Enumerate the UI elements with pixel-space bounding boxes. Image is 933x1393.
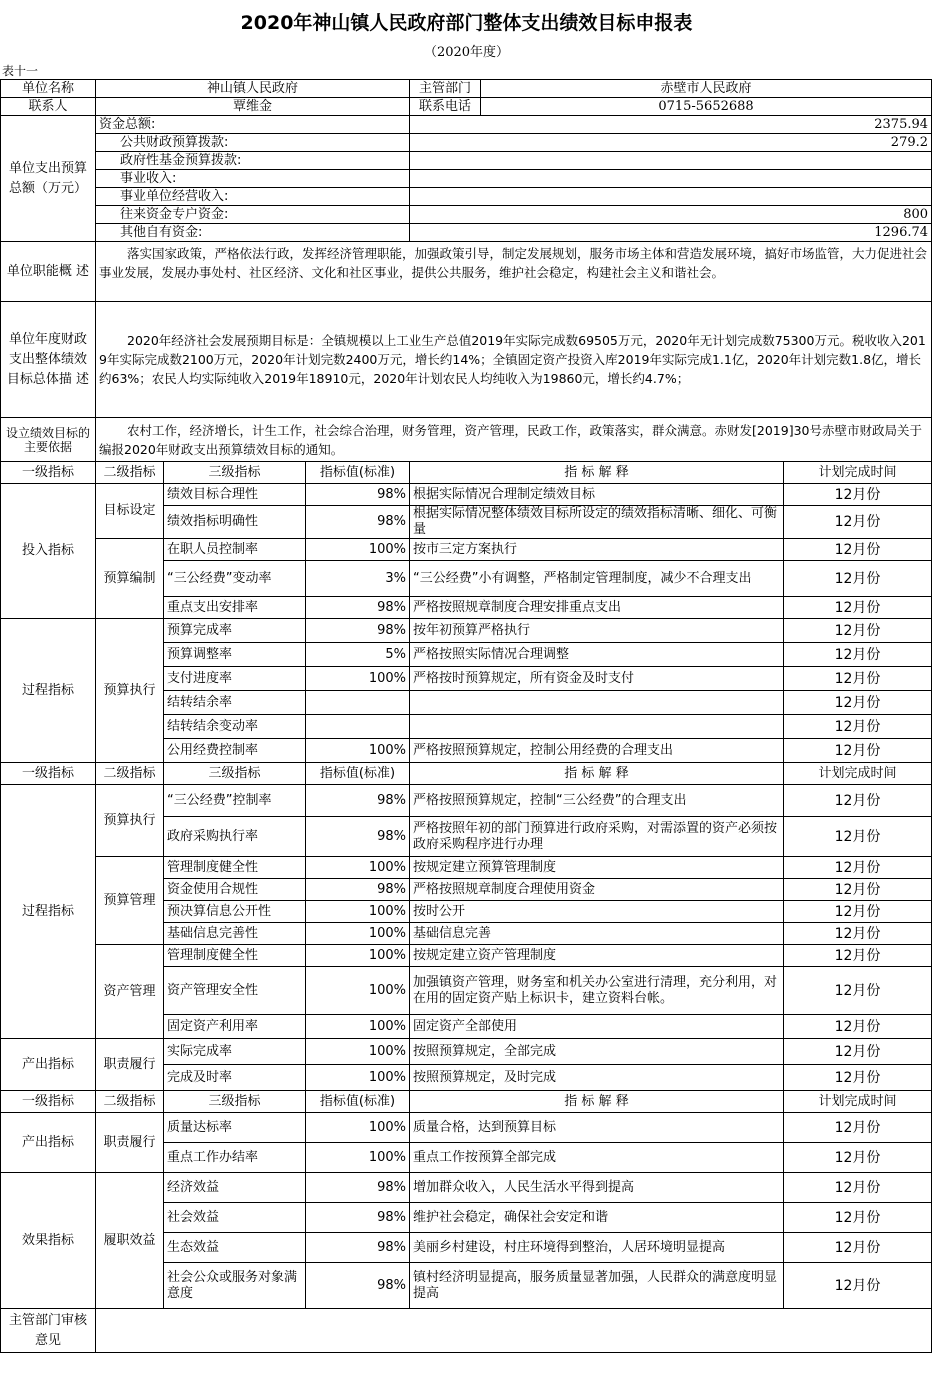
page-subtitle: （2020年度） xyxy=(423,45,510,60)
level3-indicator: 实际完成率 xyxy=(164,1039,306,1065)
level3-indicator: 公用经费控制率 xyxy=(164,739,306,763)
indicator-value: 100% xyxy=(306,1039,410,1065)
col-header-time: 计划完成时间 xyxy=(784,462,932,484)
indicator-explanation: 严格按时预算规定，所有资金及时支付 xyxy=(410,667,784,691)
level3-indicator: 预算完成率 xyxy=(164,619,306,643)
level2-indicator: 预算执行 xyxy=(96,785,164,857)
level3-indicator: 基础信息完善性 xyxy=(164,923,306,945)
table-number: 表十一 xyxy=(2,64,39,78)
col-header-explain: 指 标 解 释 xyxy=(410,1091,784,1113)
planned-completion-time: 12月份 xyxy=(784,715,932,739)
indicator-value: 98% xyxy=(306,817,410,857)
indicator-explanation: 按市三定方案执行 xyxy=(410,539,784,561)
indicator-explanation: 维护社会稳定，确保社会安定和谐 xyxy=(410,1203,784,1233)
planned-completion-time: 12月份 xyxy=(784,945,932,967)
budget-item-value: 2375.94 xyxy=(410,116,932,134)
level2-indicator: 预算执行 xyxy=(96,619,164,763)
level2-indicator: 履职效益 xyxy=(96,1173,164,1309)
indicator-explanation: 严格按照实际情况合理调整 xyxy=(410,643,784,667)
goal-label: 单位年度财政支出整体绩效目标总体描 述 xyxy=(1,302,96,418)
level3-indicator: 预决算信息公开性 xyxy=(164,901,306,923)
level2-indicator: 预算管理 xyxy=(96,857,164,945)
indicator-value: 3% xyxy=(306,561,410,597)
indicator-explanation: 根据实际情况合理制定绩效目标 xyxy=(410,484,784,506)
planned-completion-time: 12月份 xyxy=(784,923,932,945)
level3-indicator: “三公经费”变动率 xyxy=(164,561,306,597)
planned-completion-time: 12月份 xyxy=(784,1173,932,1203)
col-header-l2: 二级指标 xyxy=(96,1091,164,1113)
col-header-explain: 指 标 解 释 xyxy=(410,462,784,484)
col-header-l1: 一级指标 xyxy=(1,1091,96,1113)
indicator-value: 100% xyxy=(306,1015,410,1039)
basis-label: 设立绩效目标的主要依据 xyxy=(1,418,96,462)
indicator-value xyxy=(306,715,410,739)
level1-indicator: 效果指标 xyxy=(1,1173,96,1309)
level2-indicator: 职责履行 xyxy=(96,1039,164,1091)
indicator-value: 100% xyxy=(306,1065,410,1091)
planned-completion-time: 12月份 xyxy=(784,879,932,901)
indicator-explanation: 美丽乡村建设，村庄环境得到整治，人居环境明显提高 xyxy=(410,1233,784,1263)
phone-label: 联系电话 xyxy=(410,98,481,115)
level2-indicator: 预算编制 xyxy=(96,539,164,619)
indicator-value: 100% xyxy=(306,967,410,1015)
planned-completion-time: 12月份 xyxy=(784,1065,932,1091)
indicator-explanation: 严格按照年初的部门预算进行政府采购，对需添置的资产必须按政府采购程序进行办理 xyxy=(410,817,784,857)
indicator-value: 98% xyxy=(306,597,410,619)
level2-indicator: 资产管理 xyxy=(96,945,164,1039)
level1-indicator: 过程指标 xyxy=(1,785,96,1039)
planned-completion-time: 12月份 xyxy=(784,817,932,857)
indicator-explanation: “三公经费”小有调整，严格制定管理制度，减少不合理支出 xyxy=(410,561,784,597)
duty-label: 单位职能概 述 xyxy=(1,242,96,302)
indicator-value: 98% xyxy=(306,1173,410,1203)
planned-completion-time: 12月份 xyxy=(784,901,932,923)
indicator-explanation xyxy=(410,691,784,715)
level3-indicator: “三公经费”控制率 xyxy=(164,785,306,817)
level3-indicator: 在职人员控制率 xyxy=(164,539,306,561)
level2-indicator: 职责履行 xyxy=(96,1113,164,1173)
indicator-explanation: 按照预算规定，全部完成 xyxy=(410,1039,784,1065)
planned-completion-time: 12月份 xyxy=(784,643,932,667)
indicator-explanation: 严格按照规章制度合理安排重点支出 xyxy=(410,597,784,619)
col-header-value: 指标值(标准) xyxy=(306,1091,410,1113)
unit-name-label: 单位名称 xyxy=(1,80,96,98)
col-header-value: 指标值(标准) xyxy=(306,763,410,785)
indicator-value: 100% xyxy=(306,901,410,923)
level3-indicator: 绩效指标明确性 xyxy=(164,506,306,539)
planned-completion-time: 12月份 xyxy=(784,1039,932,1065)
level3-indicator: 结转结余变动率 xyxy=(164,715,306,739)
col-header-l2: 二级指标 xyxy=(96,462,164,484)
budget-item-value: 279.2 xyxy=(410,134,932,152)
indicator-explanation xyxy=(410,715,784,739)
col-header-l2: 二级指标 xyxy=(96,763,164,785)
review-text xyxy=(96,1309,932,1353)
budget-item-value xyxy=(410,152,932,170)
indicator-explanation: 固定资产全部使用 xyxy=(410,1015,784,1039)
planned-completion-time: 12月份 xyxy=(784,1015,932,1039)
level1-indicator: 产出指标 xyxy=(1,1113,96,1173)
level3-indicator: 固定资产利用率 xyxy=(164,1015,306,1039)
indicator-explanation: 按规定建立资产管理制度 xyxy=(410,945,784,967)
planned-completion-time: 12月份 xyxy=(784,1233,932,1263)
planned-completion-time: 12月份 xyxy=(784,597,932,619)
level3-indicator: 经济效益 xyxy=(164,1173,306,1203)
dept-label: 主管部门 xyxy=(410,80,481,97)
indicator-value: 98% xyxy=(306,1263,410,1309)
budget-item-label: 往来资金专户资金: xyxy=(96,206,410,224)
budget-total-label: 单位支出预算总额（万元） xyxy=(1,116,96,242)
indicator-value: 100% xyxy=(306,923,410,945)
budget-item-label: 政府性基金预算拨款: xyxy=(96,152,410,170)
indicator-explanation: 镇村经济明显提高，服务质量显著加强，人民群众的满意度明显提高 xyxy=(410,1263,784,1309)
planned-completion-time: 12月份 xyxy=(784,1263,932,1309)
level3-indicator: 重点支出安排率 xyxy=(164,597,306,619)
col-header-time: 计划完成时间 xyxy=(784,1091,932,1113)
planned-completion-time: 12月份 xyxy=(784,785,932,817)
unit-name-value: 神山镇人民政府 xyxy=(96,80,410,98)
planned-completion-time: 12月份 xyxy=(784,1143,932,1173)
budget-item-value: 1296.74 xyxy=(410,224,932,242)
level2-indicator: 目标设定 xyxy=(96,484,164,539)
indicator-value: 100% xyxy=(306,945,410,967)
level3-indicator: 资产管理安全性 xyxy=(164,967,306,1015)
planned-completion-time: 12月份 xyxy=(784,967,932,1015)
planned-completion-time: 12月份 xyxy=(784,667,932,691)
budget-item-value xyxy=(410,188,932,206)
indicator-value: 98% xyxy=(306,1233,410,1263)
indicator-explanation: 根据实际情况整体绩效目标所设定的绩效指标清晰、细化、可衡量 xyxy=(410,506,784,539)
phone-value: 0715-5652688 xyxy=(658,99,754,114)
indicator-value: 100% xyxy=(306,739,410,763)
budget-item-value: 800 xyxy=(410,206,932,224)
basis-text: 农村工作，经济增长，计生工作，社会综合治理，财务管理，资产管理，民政工作，政策落实，群众满意。赤财发[2019]30号赤壁市财政局关于编报2020年财政支出预算绩效目标的通知。 xyxy=(96,418,932,462)
indicator-explanation: 按时公开 xyxy=(410,901,784,923)
indicator-value: 98% xyxy=(306,1203,410,1233)
duty-text: 落实国家政策，严格依法行政，发挥经济管理职能，加强政策引导，制定发展规划，服务市场主体和营造发展环境，搞好市场监管，大力促进社会事业发展，发展办事处村、社区经济、文化和社区事业，提供公共服务，维护社会稳定，构建社会主义和谐社会。 xyxy=(96,242,932,302)
level1-indicator: 产出指标 xyxy=(1,1039,96,1091)
indicator-explanation: 增加群众收入，人民生活水平得到提高 xyxy=(410,1173,784,1203)
indicator-explanation: 加强镇资产管理，财务室和机关办公室进行清理，充分利用，对在用的固定资产贴上标识卡，建立资料台帐。 xyxy=(410,967,784,1015)
indicator-value: 98% xyxy=(306,506,410,539)
level3-indicator: 完成及时率 xyxy=(164,1065,306,1091)
col-header-explain: 指 标 解 释 xyxy=(410,763,784,785)
budget-item-label: 资金总额: xyxy=(96,116,410,134)
col-header-value: 指标值(标准) xyxy=(306,462,410,484)
planned-completion-time: 12月份 xyxy=(784,857,932,879)
indicator-explanation: 重点工作按预算全部完成 xyxy=(410,1143,784,1173)
budget-item-label: 事业单位经营收入: xyxy=(96,188,410,206)
level3-indicator: 预算调整率 xyxy=(164,643,306,667)
col-header-l3: 三级指标 xyxy=(164,763,306,785)
indicator-value: 100% xyxy=(306,857,410,879)
col-header-l3: 三级指标 xyxy=(164,1091,306,1113)
indicator-value: 100% xyxy=(306,539,410,561)
planned-completion-time: 12月份 xyxy=(784,484,932,506)
col-header-l3: 三级指标 xyxy=(164,462,306,484)
indicator-explanation: 按年初预算严格执行 xyxy=(410,619,784,643)
budget-item-value xyxy=(410,170,932,188)
planned-completion-time: 12月份 xyxy=(784,561,932,597)
indicator-explanation: 质量合格，达到预算目标 xyxy=(410,1113,784,1143)
budget-item-label: 事业收入: xyxy=(96,170,410,188)
indicator-explanation: 严格按照规章制度合理使用资金 xyxy=(410,879,784,901)
indicator-value: 98% xyxy=(306,785,410,817)
planned-completion-time: 12月份 xyxy=(784,1113,932,1143)
indicator-value: 98% xyxy=(306,484,410,506)
level3-indicator: 绩效目标合理性 xyxy=(164,484,306,506)
planned-completion-time: 12月份 xyxy=(784,619,932,643)
indicator-value: 100% xyxy=(306,1143,410,1173)
indicator-explanation: 按规定建立预算管理制度 xyxy=(410,857,784,879)
col-header-time: 计划完成时间 xyxy=(784,763,932,785)
contact-value: 覃维金 xyxy=(96,98,410,116)
planned-completion-time: 12月份 xyxy=(784,506,932,539)
level3-indicator: 政府采购执行率 xyxy=(164,817,306,857)
indicator-value: 100% xyxy=(306,1113,410,1143)
budget-item-label: 其他自有资金: xyxy=(96,224,410,242)
level3-indicator: 生态效益 xyxy=(164,1233,306,1263)
level3-indicator: 社会公众或服务对象满意度 xyxy=(164,1263,306,1309)
planned-completion-time: 12月份 xyxy=(784,539,932,561)
planned-completion-time: 12月份 xyxy=(784,739,932,763)
indicator-value xyxy=(306,691,410,715)
level3-indicator: 社会效益 xyxy=(164,1203,306,1233)
page-title: 2020年神山镇人民政府部门整体支出绩效目标申报表 xyxy=(240,12,693,34)
indicator-explanation: 基础信息完善 xyxy=(410,923,784,945)
level1-indicator: 投入指标 xyxy=(1,484,96,619)
col-header-l1: 一级指标 xyxy=(1,462,96,484)
performance-table xyxy=(0,79,932,1353)
level3-indicator: 资金使用合规性 xyxy=(164,879,306,901)
indicator-value: 5% xyxy=(306,643,410,667)
col-header-l1: 一级指标 xyxy=(1,763,96,785)
level3-indicator: 管理制度健全性 xyxy=(164,857,306,879)
contact-label: 联系人 xyxy=(1,98,96,116)
indicator-explanation: 严格按照预算规定，控制公用经费的合理支出 xyxy=(410,739,784,763)
level3-indicator: 重点工作办结率 xyxy=(164,1143,306,1173)
level3-indicator: 支付进度率 xyxy=(164,667,306,691)
review-label: 主管部门审核意见 xyxy=(1,1309,96,1353)
level3-indicator: 结转结余率 xyxy=(164,691,306,715)
indicator-value: 100% xyxy=(306,667,410,691)
indicator-explanation: 按照预算规定，及时完成 xyxy=(410,1065,784,1091)
planned-completion-time: 12月份 xyxy=(784,1203,932,1233)
budget-item-label: 公共财政预算拨款: xyxy=(96,134,410,152)
level3-indicator: 质量达标率 xyxy=(164,1113,306,1143)
indicator-value: 98% xyxy=(306,619,410,643)
planned-completion-time: 12月份 xyxy=(784,691,932,715)
level1-indicator: 过程指标 xyxy=(1,619,96,763)
dept-value: 赤壁市人民政府 xyxy=(660,81,752,96)
goal-text: 2020年经济社会发展预期目标是：全镇规模以上工业生产总值2019年实际完成数69505万元，2020年无计划完成数75300万元。税收收入2019年实际完成数2100万元，2020年计划完数2400万元，增长约14%；全镇固定资产投资入库2019年实际完成1.1亿，2020年计划完数1.8亿，增长约63%；农民人均实际纯收入2019年18910元，2020年计划农民人均纯收入为19860元，增长约4.7%； xyxy=(96,302,932,418)
indicator-explanation: 严格按照预算规定，控制“三公经费”的合理支出 xyxy=(410,785,784,817)
level3-indicator: 管理制度健全性 xyxy=(164,945,306,967)
indicator-value: 98% xyxy=(306,879,410,901)
